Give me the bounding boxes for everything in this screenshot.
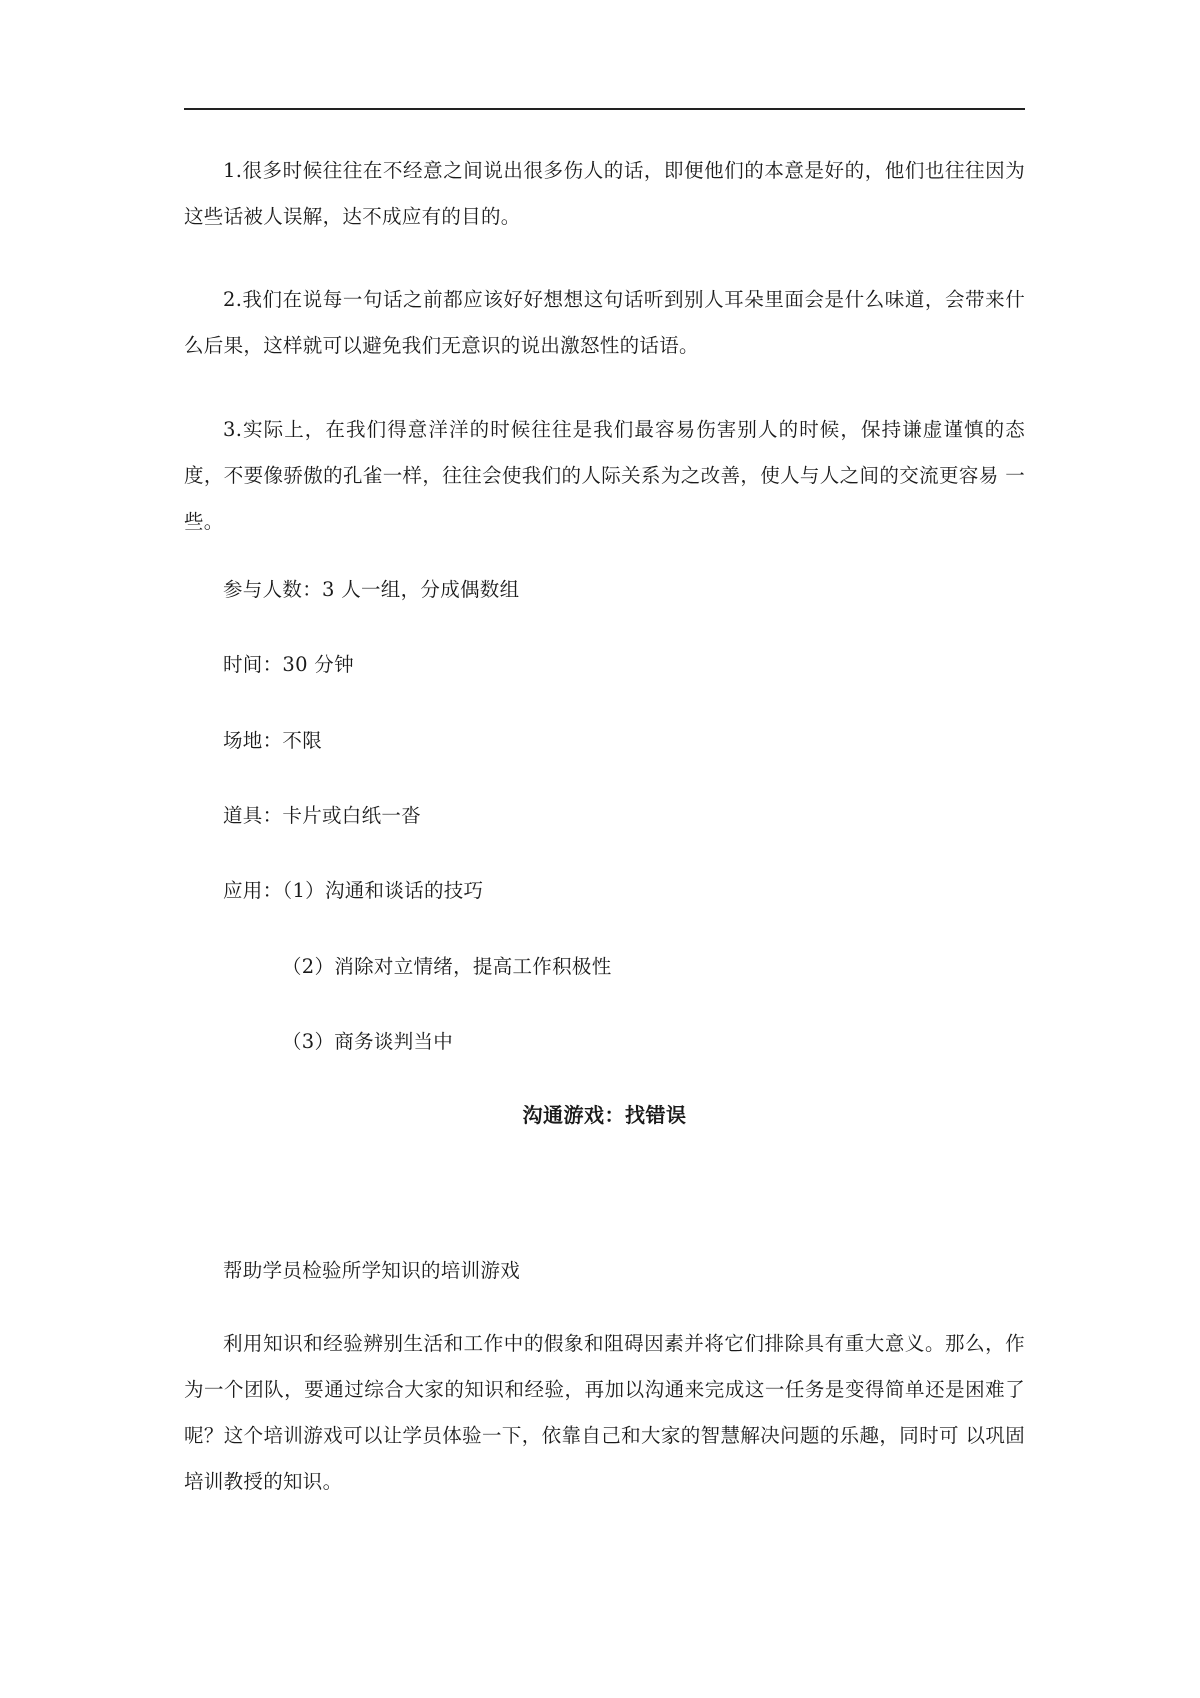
paragraph-1: 1.很多时候往往在不经意之间说出很多伤人的话，即便他们的本意是好的，他们也往往因为这些话被人误解，达不成应有的目的。 — [184, 159, 1025, 228]
section-body: 利用知识和经验辨别生活和工作中的假象和阻碍因素并将它们排除具有重大意义。那么，作为一个团队，要通过综合大家的知识和经验，再加以沟通来完成这一任务是变得简单还是困难了呢？这个培训游戏可以让学员体验一下，依靠自己和大家的智慧解决问题的乐趣，同时可 以巩固培训教授的知识。 — [184, 1332, 1025, 1493]
section-title: 沟通游戏：找错误 — [522, 1103, 687, 1127]
paragraph-2: 2.我们在说每一句话之前都应该好好想想这句话听到别人耳朵里面会是什么味道，会带来什么后果，这样就可以避免我们无意识的说出激怒性的话语。 — [184, 288, 1025, 357]
participants-line: 参与人数：3 人一组，分成偶数组 — [223, 578, 520, 601]
application-line-2: （2）消除对立情绪，提高工作积极性 — [282, 955, 612, 978]
props-line: 道具：卡片或白纸一沓 — [223, 804, 422, 827]
header-rule — [184, 108, 1025, 110]
section-subtitle: 帮助学员检验所学知识的培训游戏 — [223, 1259, 521, 1282]
application-line-3: （3）商务谈判当中 — [282, 1030, 454, 1053]
venue-line: 场地：不限 — [223, 729, 323, 752]
paragraph-3: 3.实际上，在我们得意洋洋的时候往往是我们最容易伤害别人的时候，保持谦虚谨慎的态度，不要像骄傲的孔雀一样，往往会使我们的人际关系为之改善，使人与人之间的交流更容易 一些。 — [184, 418, 1025, 533]
application-line-1: 应用：（1）沟通和谈话的技巧 — [223, 879, 484, 902]
time-line: 时间：30 分钟 — [223, 653, 354, 676]
